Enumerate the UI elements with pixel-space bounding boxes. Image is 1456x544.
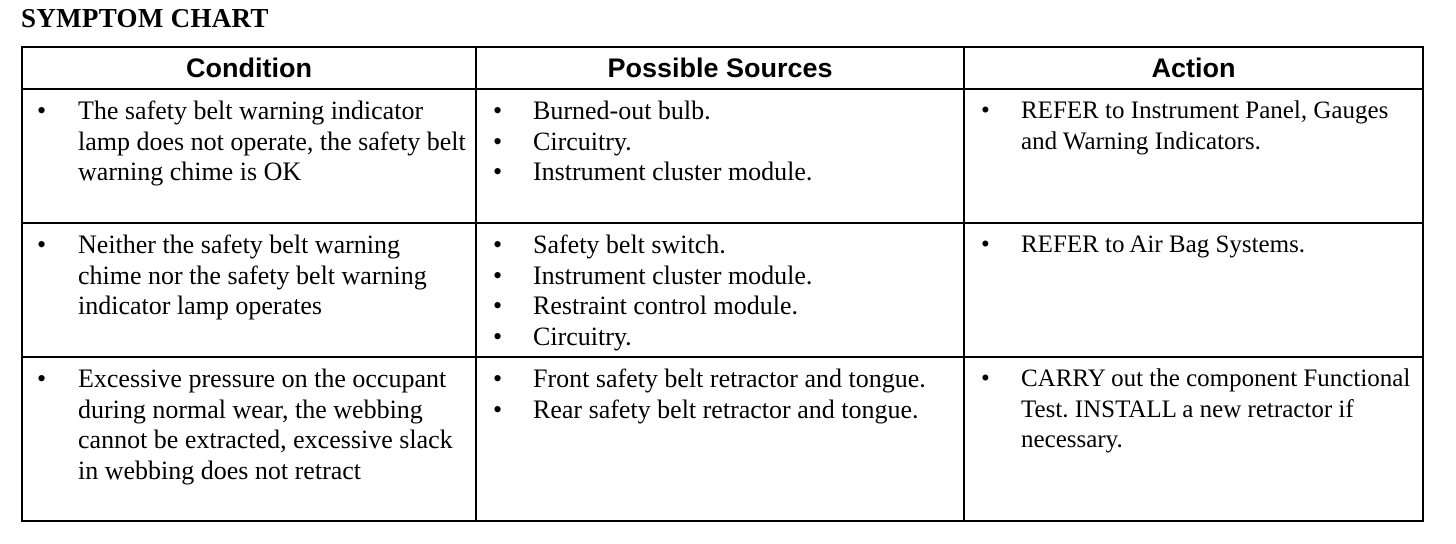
bullet-icon: • [493, 321, 503, 351]
bullet-icon: • [37, 96, 47, 125]
condition-cell [22, 357, 476, 521]
header-condition: Condition [22, 47, 476, 89]
table-header-row [22, 47, 1423, 89]
list-item [477, 230, 955, 261]
source-text: Circuitry. [533, 126, 632, 156]
header-action: Action [964, 47, 1423, 89]
list-item [23, 364, 467, 486]
source-text: Restraint control module. [533, 291, 799, 320]
action-cell [964, 357, 1423, 521]
list-item [23, 96, 467, 188]
bullet-icon: • [493, 230, 503, 259]
list-item [965, 230, 1414, 261]
bullet-icon: • [493, 96, 503, 125]
list-item [477, 261, 955, 292]
sources-cell [476, 357, 964, 521]
list-item [477, 96, 955, 127]
source-text: Safety belt switch. [533, 230, 726, 259]
list-item [477, 322, 955, 353]
bullet-icon: • [493, 126, 503, 156]
source-text: Circuitry. [533, 321, 632, 351]
bullet-icon: • [37, 364, 47, 393]
sources-cell [476, 223, 964, 357]
header-possible-sources: Possible Sources [476, 47, 964, 89]
table-row [22, 357, 1423, 521]
action-text: REFER to Air Bag Systems. [1021, 231, 1306, 258]
list-item [477, 364, 955, 395]
condition-cell [22, 223, 476, 357]
bullet-icon: • [493, 394, 503, 424]
bullet-icon: • [37, 230, 47, 259]
bullet-icon: • [981, 231, 990, 258]
list-item [965, 364, 1414, 456]
action-text: CARRY out the component Functional Test. INSTALL a new retractor if necessary. [1021, 365, 1411, 453]
list-item [477, 127, 955, 158]
table-row [22, 89, 1423, 223]
bullet-icon: • [493, 364, 503, 393]
list-item [477, 291, 955, 322]
bullet-icon: • [981, 365, 990, 392]
condition-text: Excessive pressure on the occupant during normal wear, the webbing cannot be extracted, excessive slack in webbing does not retract [78, 364, 453, 485]
list-item [23, 230, 467, 322]
action-cell [964, 223, 1423, 357]
symptom-chart-table [21, 46, 1424, 522]
list-item [477, 157, 955, 188]
bullet-icon: • [493, 260, 503, 290]
action-cell [964, 89, 1423, 223]
source-text: Instrument cluster module. [533, 260, 813, 290]
bullet-icon: • [493, 291, 503, 320]
sources-cell [476, 89, 964, 223]
source-text: Burned-out bulb. [533, 96, 711, 125]
condition-text: Neither the safety belt warning chime nor the safety belt warning indicator lamp operates [78, 230, 427, 320]
bullet-icon: • [493, 157, 503, 186]
table-row [22, 223, 1423, 357]
condition-text: The safety belt warning indicator lamp does not operate, the safety belt warning chime is OK [78, 96, 466, 186]
list-item [477, 395, 955, 426]
action-text: REFER to Instrument Panel, Gauges and Warning Indicators. [1021, 97, 1389, 155]
bullet-icon: • [981, 97, 990, 124]
list-item [965, 96, 1414, 157]
source-text: Rear safety belt retractor and tongue. [533, 394, 919, 424]
source-text: Instrument cluster module. [533, 157, 813, 186]
source-text: Front safety belt retractor and tongue. [533, 364, 926, 393]
page-title: SYMPTOM CHART [21, 3, 269, 33]
condition-cell [22, 89, 476, 223]
